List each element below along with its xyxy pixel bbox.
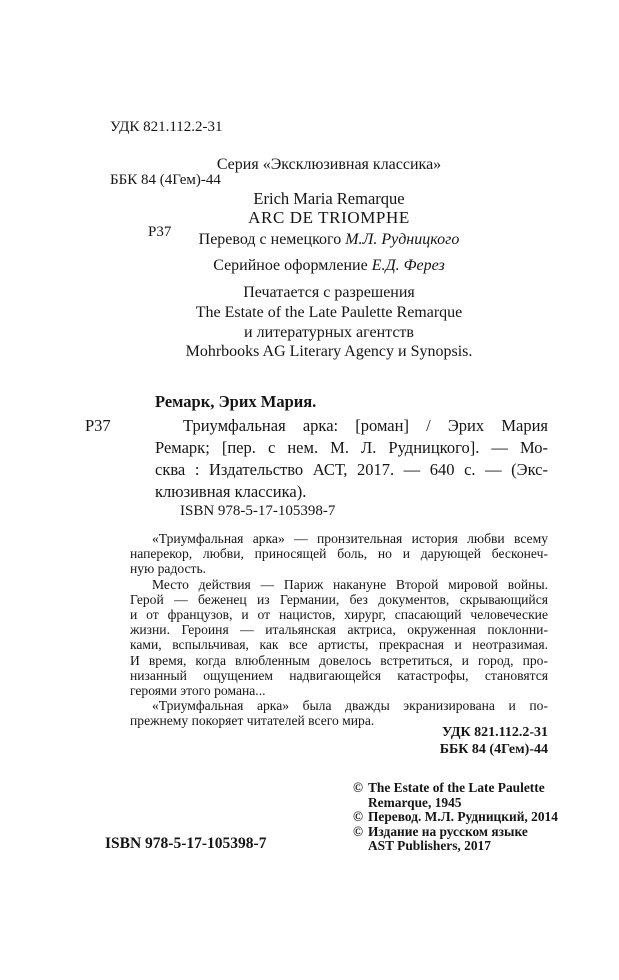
annotation-line: прежнему покоряет читателей всего мира.	[130, 713, 375, 729]
copyright-line: Издание на русском языке	[368, 823, 528, 839]
biblio-line: сква : Издательство АСТ, 2017. — 640 с. — (Экс-	[155, 460, 548, 479]
design-prefix: Серийное оформление	[213, 257, 372, 274]
design-credit	[110, 257, 548, 275]
udk-code-bottom: УДК 821.112.2-31	[441, 725, 548, 740]
isbn-line-upper: ISBN 978-5-17-105398-7	[180, 503, 336, 519]
annotation-line: жизни. Героиня — итальянская актриса, окруженная поклонни-	[130, 622, 548, 638]
biblio-line: Ремарк; [пер. с нем. М. Л. Рудницкого]. — Мо-	[155, 438, 548, 457]
annotation-line: «Триумфальная арка» была дважды экранизирована и по-	[152, 698, 548, 714]
copyright-entry	[353, 810, 563, 825]
copyright-line: AST Publishers, 2017	[368, 838, 491, 854]
copyright-line: Remarque, 1945	[368, 794, 462, 810]
permission-line-3: и литературных агентств	[244, 324, 414, 341]
copyright-entry	[353, 825, 563, 854]
copyright-symbol: ©	[353, 780, 364, 795]
biblio-author-heading: Ремарк, Эрих Мария.	[155, 392, 317, 411]
author-sign-code: Р37	[148, 224, 172, 240]
copyright-symbol: ©	[353, 823, 364, 839]
permission-line-2: The Estate of the Late Paulette Remarque	[195, 304, 463, 321]
isbn-line-lower: ISBN 978-5-17-105398-7	[105, 835, 267, 852]
annotation-line: И время, когда влюбленным довелось встретиться, и город, про-	[130, 652, 548, 668]
bbk-code-bottom: ББК 84 (4Гем)-44	[439, 742, 548, 757]
copyright-text	[368, 781, 563, 810]
translation-prefix: Перевод с немецкого	[198, 231, 346, 248]
translation-credit	[110, 231, 548, 249]
copyright-block	[353, 781, 563, 854]
biblio-line: клюзивная классика).	[155, 482, 307, 501]
annotation-line: низанный ощущением надвигающейся катастрофы, становятся	[130, 667, 548, 683]
translator-name: М.Л. Рудницкого	[345, 231, 460, 248]
annotation-line: «Триумфальная арка» — пронзительная история любви всему	[152, 531, 548, 546]
author-name: Erich Maria Remarque	[253, 189, 405, 208]
bibliographic-entry	[155, 415, 548, 503]
copyright-line: The Estate of the Late Paulette	[368, 780, 545, 795]
permission-line-1: Печатается с разрешения	[243, 284, 415, 301]
annotation-line: и от французов, и от нацистов, хирург, спасающий человеческие	[130, 607, 548, 623]
biblio-line: Триумфальная арка: [роман] / Эрих Мария	[183, 416, 548, 435]
biblio-hanging-code: Р37	[85, 416, 111, 435]
udk-code: УДК 821.112.2-31	[110, 119, 223, 135]
classification-codes-bottom	[440, 724, 548, 758]
annotation-line: Герой — беженец из Германии, без документов, скрывающийся	[130, 591, 548, 607]
bbk-code: ББК 84 (4Гем)-44	[110, 171, 221, 188]
copyright-symbol: ©	[353, 809, 364, 825]
copyright-entry	[353, 781, 563, 810]
annotation-line: ную радость.	[130, 561, 207, 577]
permission-line-4: Mohrbooks AG Literary Agency и Synopsis.	[185, 343, 473, 360]
annotation-line: Место действия — Париж накануне Второй мировой войны.	[152, 576, 548, 592]
book-title: ARC DE TRIOMPHE	[248, 208, 410, 227]
copyright-text	[368, 810, 563, 825]
annotation-block	[130, 531, 548, 729]
annotation-line: героями этого романа...	[130, 683, 266, 699]
designer-name: Е.Д. Ферез	[371, 257, 445, 274]
annotation-line: ками, вспыльчивая, как все артисты, прекрасная и неотразимая.	[130, 637, 548, 653]
series-line: Серия «Эксклюзивная классика»	[216, 156, 442, 173]
annotation-line: наперекор, любви, приносящей боль, но и дарующей бесконеч-	[130, 546, 548, 562]
copyright-line: Перевод. М.Л. Рудницкий, 2014	[368, 809, 558, 825]
copyright-text	[368, 825, 563, 854]
